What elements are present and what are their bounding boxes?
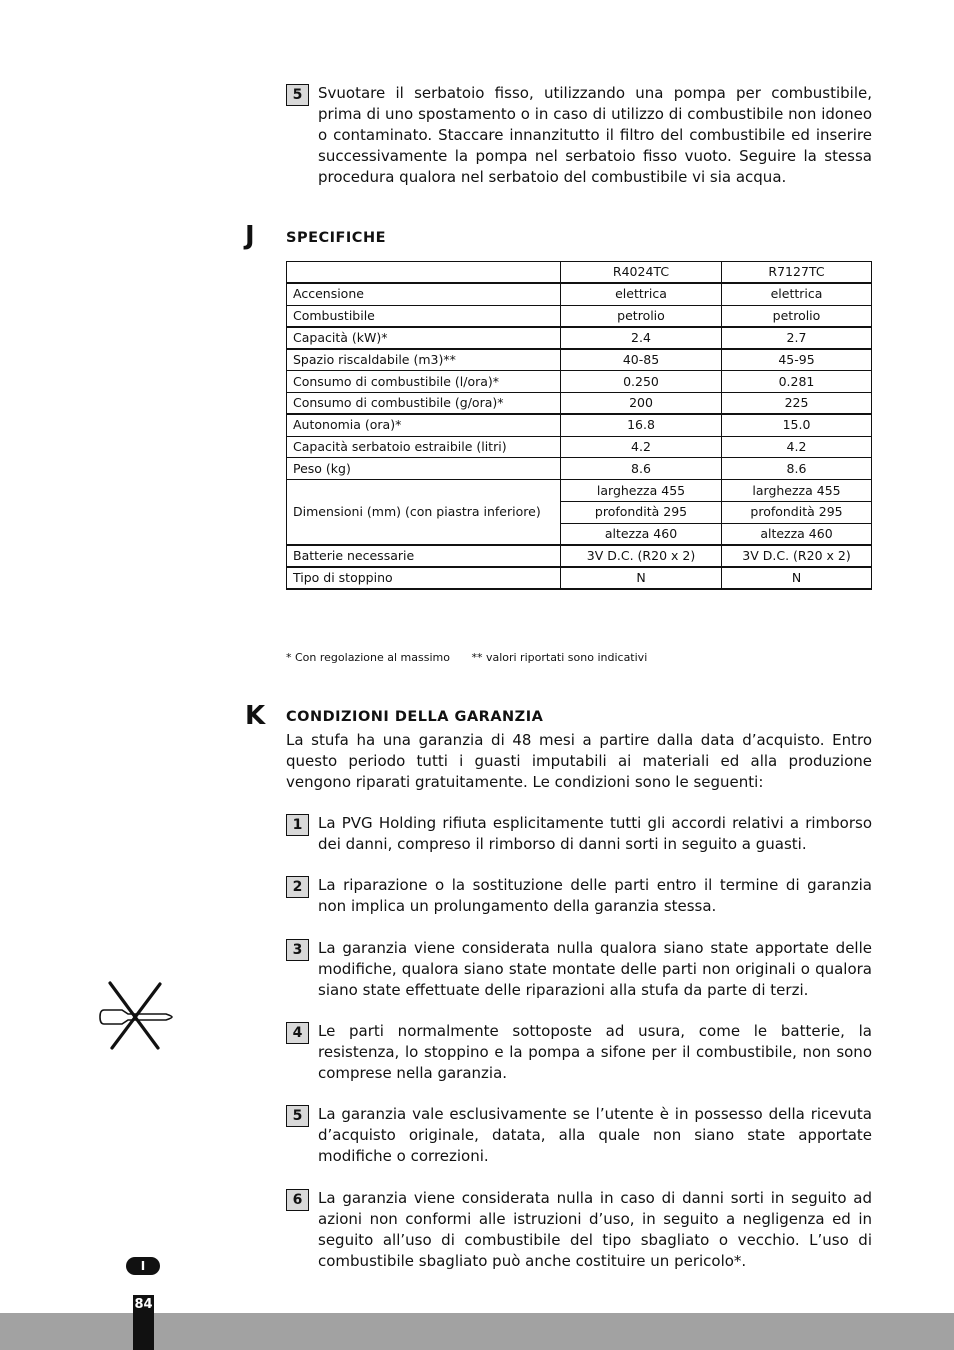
table-row (287, 567, 872, 589)
section-letter: J (245, 221, 255, 251)
table-cell: 2.7 (722, 327, 872, 349)
warranty-item-text: Le parti normalmente sottoposte ad usura, come le batterie, la resistenza, lo stoppino e la pompa a sifone per il combustibile, non sono comprese nella garanzia. (318, 1022, 872, 1082)
table-cell: Tipo di stoppino (287, 567, 561, 589)
table-cell: profondità 295 (561, 501, 722, 523)
table-cell: elettrica (722, 283, 872, 305)
footnote: * Con regolazione al massimo (286, 651, 450, 664)
footnote: ** valori riportati sono indicativi (471, 651, 648, 664)
warranty-item-text: La garanzia viene considerata nulla qualora siano state apportate delle modifiche, qualora siano state montate delle parti non originali o qualora siano state effettuate delle riparazioni alla stufa da parte di terzi. (318, 939, 872, 999)
table-cell (287, 262, 561, 284)
table-cell: larghezza 455 (722, 480, 872, 502)
table-footnotes (286, 651, 665, 664)
table-cell: Autonomia (ora)* (287, 414, 561, 436)
table-cell: 4.2 (722, 436, 872, 458)
table-cell: 200 (561, 392, 722, 414)
table-cell: Dimensioni (mm) (con piastra inferiore) (287, 480, 561, 545)
table-cell: N (561, 567, 722, 589)
table-header-cell: R7127TC (722, 262, 872, 284)
table-cell: 8.6 (561, 458, 722, 480)
table-cell: Batterie necessarie (287, 545, 561, 567)
crossed-out-screwdriver-icon (98, 980, 176, 1052)
item-number-box: 3 (286, 939, 309, 961)
table-row (287, 414, 872, 436)
table-cell: 2.4 (561, 327, 722, 349)
warranty-item-text: La PVG Holding rifiuta esplicitamente tutti gli accordi relativi a rimborso dei danni, compreso il rimborso di danni sorti in seguito a guasti. (318, 814, 872, 853)
table-row (287, 436, 872, 458)
section-letter: K (245, 701, 266, 731)
table-cell: 4.2 (561, 436, 722, 458)
table-cell: 15.0 (722, 414, 872, 436)
language-badge: I (126, 1257, 160, 1275)
warranty-item-text: La garanzia viene considerata nulla in caso di danni sorti in seguito ad azioni non conformi alle istruzioni d’uso, in seguito a negligenza ed in seguito all’uso di combustibile del tipo sbagliato o vecchio. L’uso di combustibile sbagliato può anche costituire un pericolo*. (318, 1189, 872, 1270)
table-cell: Consumo di combustibile (g/ora)* (287, 392, 561, 414)
table-cell: profondità 295 (722, 501, 872, 523)
section-title: SPECIFICHE (286, 230, 386, 246)
table-cell: larghezza 455 (561, 480, 722, 502)
item-number-box: 6 (286, 1189, 309, 1211)
table-cell: Capacità (kW)* (287, 327, 561, 349)
table-cell: 3V D.C. (R20 x 2) (722, 545, 872, 567)
table-row (287, 305, 872, 327)
item-number-box: 2 (286, 876, 309, 898)
table-header-cell: R4024TC (561, 262, 722, 284)
table-cell: Accensione (287, 283, 561, 305)
warranty-item-text: La garanzia vale esclusivamente se l’utente è in possesso della ricevuta d’acquisto originale, datata, alla quale non siano state apportate modifiche o correzioni. (318, 1105, 872, 1165)
item-number-box: 5 (286, 1105, 309, 1127)
table-cell: Combustibile (287, 305, 561, 327)
item-number-box: 5 (286, 84, 309, 106)
table-cell: petrolio (722, 305, 872, 327)
table-cell: Spazio riscaldabile (m3)** (287, 349, 561, 371)
table-cell: 45-95 (722, 349, 872, 371)
table-row (287, 283, 872, 305)
table-cell: 0.281 (722, 371, 872, 393)
table-cell: 8.6 (722, 458, 872, 480)
item-text: Svuotare il serbatoio fisso, utilizzando una pompa per combustibile, prima di uno spostamento o in caso di utilizzo di combustibile non idoneo o contaminato. Staccare innanzitutto il filtro del combustibile ed inserire successivamente la pompa nel serbatoio fisso vuoto. Seguire la stessa procedura qualora nel serbatoio del combustibile vi sia acqua. (318, 84, 872, 186)
table-row (287, 545, 872, 567)
table-cell: altezza 460 (561, 523, 722, 545)
table-cell: 40-85 (561, 349, 722, 371)
table-row (287, 327, 872, 349)
table-row (287, 480, 872, 502)
specifications-table (286, 261, 872, 590)
table-cell: Capacità serbatoio estraibile (litri) (287, 436, 561, 458)
table-cell: 0.250 (561, 371, 722, 393)
table-row (287, 371, 872, 393)
page-number: 84 (134, 1297, 153, 1312)
table-row (287, 392, 872, 414)
table-cell: N (722, 567, 872, 589)
table-row (287, 458, 872, 480)
table-cell: Consumo di combustibile (l/ora)* (287, 371, 561, 393)
warranty-intro: La stufa ha una garanzia di 48 mesi a partire dalla data d’acquisto. Entro questo periodo tutti i guasti imputabili ai materiali ed alla produzione vengono riparati gratuitamente. Le condizioni sono le seguenti: (286, 731, 872, 791)
table-cell: elettrica (561, 283, 722, 305)
item-number-box: 1 (286, 814, 309, 836)
table-row (287, 349, 872, 371)
table-cell: 225 (722, 392, 872, 414)
warranty-item-text: La riparazione o la sostituzione delle parti entro il termine di garanzia non implica un prolungamento della garanzia stessa. (318, 876, 872, 915)
table-cell: 16.8 (561, 414, 722, 436)
item-number-box: 4 (286, 1022, 309, 1044)
table-cell: Peso (kg) (287, 458, 561, 480)
table-cell: 3V D.C. (R20 x 2) (561, 545, 722, 567)
table-cell: petrolio (561, 305, 722, 327)
section-title: CONDIZIONI DELLA GARANZIA (286, 709, 544, 725)
table-cell: altezza 460 (722, 523, 872, 545)
table-header-row (287, 262, 872, 284)
